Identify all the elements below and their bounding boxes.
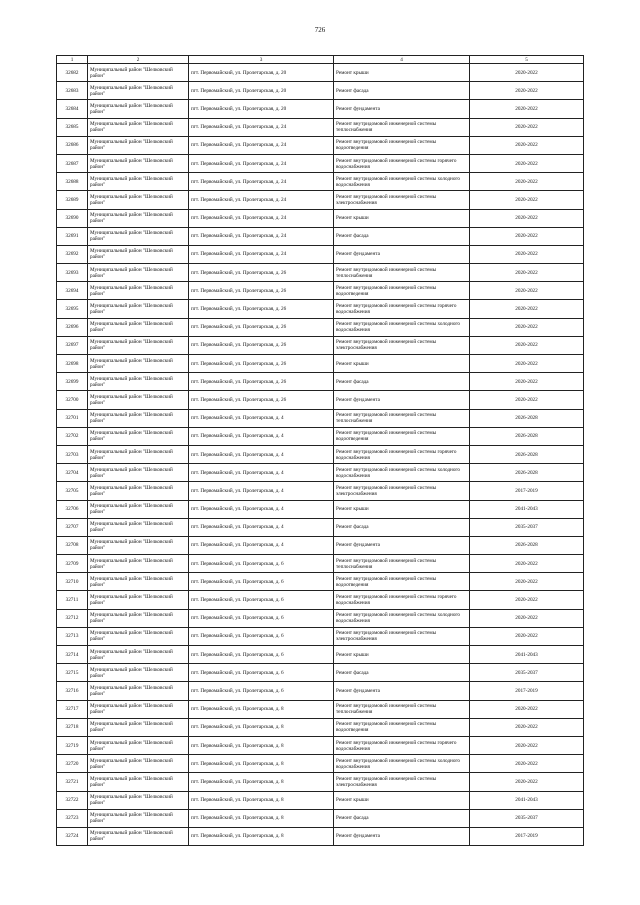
table-row (57, 809, 584, 827)
table-row (57, 391, 584, 409)
work-type-cell: Ремонт внутридомовой инженерной системы горячего водоснабжения (334, 736, 470, 754)
address-cell: пгт. Первомайский, ул. Пролетарская, д. 4 (189, 409, 334, 427)
work-type-cell: Ремонт внутридомовой инженерной системы теплоснабжения (334, 409, 470, 427)
period-cell: 2020-2022 (470, 627, 584, 645)
work-type-cell: Ремонт внутридомовой инженерной системы горячего водоснабжения (334, 300, 470, 318)
period-cell: 2017-2019 (470, 482, 584, 500)
address-cell: пгт. Первомайский, ул. Пролетарская, д. 20 (189, 64, 334, 82)
row-number-cell: 32700 (57, 391, 88, 409)
work-type-cell: Ремонт крыши (334, 355, 470, 373)
address-cell: пгт. Первомайский, ул. Пролетарская, д. 24 (189, 118, 334, 136)
period-cell: 2020-2022 (470, 336, 584, 354)
work-type-cell: Ремонт фасада (334, 518, 470, 536)
table-row (57, 409, 584, 427)
period-cell: 2020-2022 (470, 64, 584, 82)
row-number-cell: 32699 (57, 373, 88, 391)
period-cell: 2026-2028 (470, 445, 584, 463)
municipality-cell: Муниципальный район "Шелковский район" (88, 282, 189, 300)
municipality-cell: Муниципальный район "Шелковский район" (88, 100, 189, 118)
table-header (57, 56, 584, 64)
period-cell: 2020-2022 (470, 191, 584, 209)
row-number-cell: 32686 (57, 136, 88, 154)
row-number-cell: 32704 (57, 464, 88, 482)
address-cell: пгт. Первомайский, ул. Пролетарская, д. 6 (189, 682, 334, 700)
municipality-cell: Муниципальный район "Шелковский район" (88, 518, 189, 536)
row-number-cell: 32723 (57, 809, 88, 827)
address-cell: пгт. Первомайский, ул. Пролетарская, д. 8 (189, 755, 334, 773)
period-cell: 2020-2022 (470, 391, 584, 409)
address-cell: пгт. Первомайский, ул. Пролетарская, д. 26 (189, 336, 334, 354)
row-number-cell: 32691 (57, 227, 88, 245)
address-cell: пгт. Первомайский, ул. Пролетарская, д. 24 (189, 136, 334, 154)
period-cell: 2026-2028 (470, 409, 584, 427)
work-type-cell: Ремонт крыши (334, 791, 470, 809)
work-type-cell: Ремонт фундамента (334, 100, 470, 118)
address-cell: пгт. Первомайский, ул. Пролетарская, д. 8 (189, 791, 334, 809)
municipality-cell: Муниципальный район "Шелковский район" (88, 791, 189, 809)
row-number-cell: 32718 (57, 718, 88, 736)
row-number-cell: 32682 (57, 64, 88, 82)
municipality-cell: Муниципальный район "Шелковский район" (88, 136, 189, 154)
municipality-cell: Муниципальный район "Шелковский район" (88, 809, 189, 827)
period-cell: 2020-2022 (470, 591, 584, 609)
header-row (57, 56, 584, 64)
period-cell: 2020-2022 (470, 264, 584, 282)
table-row (57, 482, 584, 500)
work-type-cell: Ремонт внутридомовой инженерной системы электроснабжения (334, 482, 470, 500)
table-row (57, 591, 584, 609)
table-row (57, 336, 584, 354)
header-col-2: 2 (88, 56, 189, 64)
row-number-cell: 32724 (57, 827, 88, 845)
work-type-cell: Ремонт фундамента (334, 827, 470, 845)
municipality-cell: Муниципальный район "Шелковский район" (88, 82, 189, 100)
address-cell: пгт. Первомайский, ул. Пролетарская, д. 8 (189, 736, 334, 754)
municipality-cell: Муниципальный район "Шелковский район" (88, 336, 189, 354)
address-cell: пгт. Первомайский, ул. Пролетарская, д. 24 (189, 209, 334, 227)
work-type-cell: Ремонт внутридомовой инженерной системы холодного водоснабжения (334, 173, 470, 191)
table-body (57, 64, 584, 846)
address-cell: пгт. Первомайский, ул. Пролетарская, д. 8 (189, 718, 334, 736)
work-type-cell: Ремонт внутридомовой инженерной системы водоотведения (334, 718, 470, 736)
work-type-cell: Ремонт внутридомовой инженерной системы водоотведения (334, 573, 470, 591)
municipality-cell: Муниципальный район "Шелковский район" (88, 736, 189, 754)
row-number-cell: 32722 (57, 791, 88, 809)
row-number-cell: 32721 (57, 773, 88, 791)
work-type-cell: Ремонт фундамента (334, 391, 470, 409)
municipality-cell: Муниципальный район "Шелковский район" (88, 464, 189, 482)
period-cell: 2041-2043 (470, 500, 584, 518)
row-number-cell: 32698 (57, 355, 88, 373)
row-number-cell: 32708 (57, 536, 88, 554)
address-cell: пгт. Первомайский, ул. Пролетарская, д. 8 (189, 827, 334, 845)
period-cell: 2020-2022 (470, 555, 584, 573)
row-number-cell: 32715 (57, 664, 88, 682)
table-row (57, 718, 584, 736)
row-number-cell: 32705 (57, 482, 88, 500)
row-number-cell: 32690 (57, 209, 88, 227)
address-cell: пгт. Первомайский, ул. Пролетарская, д. 24 (189, 154, 334, 172)
work-type-cell: Ремонт фундамента (334, 682, 470, 700)
period-cell: 2041-2043 (470, 646, 584, 664)
period-cell: 2035-2037 (470, 809, 584, 827)
row-number-cell: 32719 (57, 736, 88, 754)
table-row (57, 609, 584, 627)
municipality-cell: Муниципальный район "Шелковский район" (88, 482, 189, 500)
table-row (57, 427, 584, 445)
table-row (57, 300, 584, 318)
municipality-cell: Муниципальный район "Шелковский район" (88, 300, 189, 318)
row-number-cell: 32714 (57, 646, 88, 664)
table-row (57, 118, 584, 136)
address-cell: пгт. Первомайский, ул. Пролетарская, д. 6 (189, 591, 334, 609)
work-type-cell: Ремонт фундамента (334, 245, 470, 263)
address-cell: пгт. Первомайский, ул. Пролетарская, д. 6 (189, 664, 334, 682)
table-row (57, 100, 584, 118)
address-cell: пгт. Первомайский, ул. Пролетарская, д. 6 (189, 646, 334, 664)
period-cell: 2020-2022 (470, 282, 584, 300)
period-cell: 2020-2022 (470, 300, 584, 318)
table-row (57, 64, 584, 82)
work-type-cell: Ремонт крыши (334, 646, 470, 664)
address-cell: пгт. Первомайский, ул. Пролетарская, д. 6 (189, 627, 334, 645)
address-cell: пгт. Первомайский, ул. Пролетарская, д. 26 (189, 300, 334, 318)
table-row (57, 209, 584, 227)
work-type-cell: Ремонт внутридомовой инженерной системы теплоснабжения (334, 264, 470, 282)
row-number-cell: 32688 (57, 173, 88, 191)
municipality-cell: Муниципальный район "Шелковский район" (88, 191, 189, 209)
address-cell: пгт. Первомайский, ул. Пролетарская, д. 4 (189, 464, 334, 482)
row-number-cell: 32696 (57, 318, 88, 336)
row-number-cell: 32687 (57, 154, 88, 172)
header-col-4: 4 (334, 56, 470, 64)
address-cell: пгт. Первомайский, ул. Пролетарская, д. 6 (189, 573, 334, 591)
period-cell: 2026-2028 (470, 464, 584, 482)
period-cell: 2020-2022 (470, 154, 584, 172)
work-type-cell: Ремонт внутридомовой инженерной системы холодного водоснабжения (334, 755, 470, 773)
work-type-cell: Ремонт фасада (334, 227, 470, 245)
municipality-cell: Муниципальный район "Шелковский район" (88, 173, 189, 191)
period-cell: 2020-2022 (470, 700, 584, 718)
address-cell: пгт. Первомайский, ул. Пролетарская, д. 6 (189, 609, 334, 627)
table-row (57, 264, 584, 282)
table-row (57, 154, 584, 172)
row-number-cell: 32685 (57, 118, 88, 136)
period-cell: 2020-2022 (470, 609, 584, 627)
table-row (57, 791, 584, 809)
work-type-cell: Ремонт внутридомовой инженерной системы водоотведения (334, 427, 470, 445)
address-cell: пгт. Первомайский, ул. Пролетарская, д. 4 (189, 518, 334, 536)
municipality-cell: Муниципальный район "Шелковский район" (88, 209, 189, 227)
row-number-cell: 32713 (57, 627, 88, 645)
table-row (57, 736, 584, 754)
row-number-cell: 32689 (57, 191, 88, 209)
municipality-cell: Муниципальный район "Шелковский район" (88, 245, 189, 263)
municipality-cell: Муниципальный район "Шелковский район" (88, 427, 189, 445)
address-cell: пгт. Первомайский, ул. Пролетарская, д. 26 (189, 264, 334, 282)
municipality-cell: Муниципальный район "Шелковский район" (88, 682, 189, 700)
work-type-cell: Ремонт фасада (334, 373, 470, 391)
table-row (57, 173, 584, 191)
work-type-cell: Ремонт внутридомовой инженерной системы теплоснабжения (334, 555, 470, 573)
row-number-cell: 32684 (57, 100, 88, 118)
address-cell: пгт. Первомайский, ул. Пролетарская, д. 6 (189, 555, 334, 573)
period-cell: 2020-2022 (470, 118, 584, 136)
row-number-cell: 32712 (57, 609, 88, 627)
row-number-cell: 32703 (57, 445, 88, 463)
period-cell: 2020-2022 (470, 573, 584, 591)
period-cell: 2020-2022 (470, 355, 584, 373)
table-row (57, 827, 584, 845)
table-row (57, 227, 584, 245)
table-row (57, 136, 584, 154)
period-cell: 2020-2022 (470, 373, 584, 391)
address-cell: пгт. Первомайский, ул. Пролетарская, д. 8 (189, 809, 334, 827)
period-cell: 2020-2022 (470, 82, 584, 100)
row-number-cell: 32697 (57, 336, 88, 354)
table-row (57, 500, 584, 518)
address-cell: пгт. Первомайский, ул. Пролетарская, д. 4 (189, 500, 334, 518)
header-col-3: 3 (189, 56, 334, 64)
municipality-cell: Муниципальный район "Шелковский район" (88, 536, 189, 554)
row-number-cell: 32706 (57, 500, 88, 518)
municipality-cell: Муниципальный район "Шелковский район" (88, 445, 189, 463)
work-type-cell: Ремонт фасада (334, 809, 470, 827)
municipality-cell: Муниципальный район "Шелковский район" (88, 700, 189, 718)
address-cell: пгт. Первомайский, ул. Пролетарская, д. 4 (189, 445, 334, 463)
address-cell: пгт. Первомайский, ул. Пролетарская, д. 26 (189, 373, 334, 391)
work-type-cell: Ремонт внутридомовой инженерной системы холодного водоснабжения (334, 318, 470, 336)
row-number-cell: 32720 (57, 755, 88, 773)
municipality-cell: Муниципальный район "Шелковский район" (88, 391, 189, 409)
municipality-cell: Муниципальный район "Шелковский район" (88, 373, 189, 391)
table-row (57, 536, 584, 554)
period-cell: 2020-2022 (470, 318, 584, 336)
work-type-cell: Ремонт крыши (334, 209, 470, 227)
row-number-cell: 32692 (57, 245, 88, 263)
municipality-cell: Муниципальный район "Шелковский район" (88, 773, 189, 791)
table-row (57, 700, 584, 718)
period-cell: 2026-2028 (470, 427, 584, 445)
row-number-cell: 32702 (57, 427, 88, 445)
period-cell: 2020-2022 (470, 773, 584, 791)
work-type-cell: Ремонт внутридомовой инженерной системы холодного водоснабжения (334, 609, 470, 627)
header-col-1: 1 (57, 56, 88, 64)
period-cell: 2020-2022 (470, 209, 584, 227)
work-type-cell: Ремонт фундамента (334, 536, 470, 554)
work-type-cell: Ремонт крыши (334, 500, 470, 518)
period-cell: 2020-2022 (470, 136, 584, 154)
work-type-cell: Ремонт крыши (334, 64, 470, 82)
work-type-cell: Ремонт внутридомовой инженерной системы горячего водоснабжения (334, 591, 470, 609)
table-row (57, 627, 584, 645)
address-cell: пгт. Первомайский, ул. Пролетарская, д. 20 (189, 82, 334, 100)
municipality-cell: Муниципальный район "Шелковский район" (88, 827, 189, 845)
table-row (57, 664, 584, 682)
table-row (57, 318, 584, 336)
header-col-5: 5 (470, 56, 584, 64)
work-type-cell: Ремонт внутридомовой инженерной системы водоотведения (334, 136, 470, 154)
period-cell: 2017-2019 (470, 827, 584, 845)
address-cell: пгт. Первомайский, ул. Пролетарская, д. 4 (189, 482, 334, 500)
work-type-cell: Ремонт внутридомовой инженерной системы холодного водоснабжения (334, 464, 470, 482)
municipality-cell: Муниципальный район "Шелковский район" (88, 154, 189, 172)
municipality-cell: Муниципальный район "Шелковский район" (88, 755, 189, 773)
period-cell: 2020-2022 (470, 173, 584, 191)
row-number-cell: 32695 (57, 300, 88, 318)
row-number-cell: 32701 (57, 409, 88, 427)
program-table (56, 55, 584, 846)
municipality-cell: Муниципальный район "Шелковский район" (88, 118, 189, 136)
period-cell: 2020-2022 (470, 100, 584, 118)
table-row (57, 573, 584, 591)
row-number-cell: 32711 (57, 591, 88, 609)
address-cell: пгт. Первомайский, ул. Пролетарская, д. 8 (189, 700, 334, 718)
period-cell: 2026-2028 (470, 536, 584, 554)
table-row (57, 445, 584, 463)
work-type-cell: Ремонт внутридомовой инженерной системы электроснабжения (334, 191, 470, 209)
municipality-cell: Муниципальный район "Шелковский район" (88, 500, 189, 518)
table-row (57, 464, 584, 482)
municipality-cell: Муниципальный район "Шелковский район" (88, 609, 189, 627)
municipality-cell: Муниципальный район "Шелковский район" (88, 664, 189, 682)
table-row (57, 755, 584, 773)
table-row (57, 355, 584, 373)
address-cell: пгт. Первомайский, ул. Пролетарская, д. 26 (189, 282, 334, 300)
table-row (57, 773, 584, 791)
period-cell: 2020-2022 (470, 736, 584, 754)
address-cell: пгт. Первомайский, ул. Пролетарская, д. 26 (189, 355, 334, 373)
table-row (57, 245, 584, 263)
period-cell: 2020-2022 (470, 718, 584, 736)
address-cell: пгт. Первомайский, ул. Пролетарская, д. 24 (189, 227, 334, 245)
address-cell: пгт. Первомайский, ул. Пролетарская, д. 20 (189, 100, 334, 118)
row-number-cell: 32694 (57, 282, 88, 300)
table-row (57, 282, 584, 300)
municipality-cell: Муниципальный район "Шелковский район" (88, 627, 189, 645)
address-cell: пгт. Первомайский, ул. Пролетарская, д. 24 (189, 191, 334, 209)
row-number-cell: 32683 (57, 82, 88, 100)
period-cell: 2035-2037 (470, 518, 584, 536)
address-cell: пгт. Первомайский, ул. Пролетарская, д. 4 (189, 536, 334, 554)
table-row (57, 518, 584, 536)
work-type-cell: Ремонт внутридомовой инженерной системы электроснабжения (334, 773, 470, 791)
address-cell: пгт. Первомайский, ул. Пролетарская, д. 26 (189, 318, 334, 336)
municipality-cell: Муниципальный район "Шелковский район" (88, 591, 189, 609)
work-type-cell: Ремонт внутридомовой инженерной системы электроснабжения (334, 627, 470, 645)
period-cell: 2020-2022 (470, 227, 584, 245)
address-cell: пгт. Первомайский, ул. Пролетарская, д. 4 (189, 427, 334, 445)
work-type-cell: Ремонт внутридомовой инженерной системы горячего водоснабжения (334, 445, 470, 463)
municipality-cell: Муниципальный район "Шелковский район" (88, 264, 189, 282)
address-cell: пгт. Первомайский, ул. Пролетарская, д. 8 (189, 773, 334, 791)
municipality-cell: Муниципальный район "Шелковский район" (88, 64, 189, 82)
work-type-cell: Ремонт внутридомовой инженерной системы горячего водоснабжения (334, 154, 470, 172)
period-cell: 2020-2022 (470, 245, 584, 263)
row-number-cell: 32709 (57, 555, 88, 573)
municipality-cell: Муниципальный район "Шелковский район" (88, 718, 189, 736)
municipality-cell: Муниципальный район "Шелковский район" (88, 355, 189, 373)
table-row (57, 555, 584, 573)
work-type-cell: Ремонт фасада (334, 82, 470, 100)
work-type-cell: Ремонт фасада (334, 664, 470, 682)
municipality-cell: Муниципальный район "Шелковский район" (88, 573, 189, 591)
row-number-cell: 32710 (57, 573, 88, 591)
municipality-cell: Муниципальный район "Шелковский район" (88, 227, 189, 245)
period-cell: 2017-2019 (470, 682, 584, 700)
page-number: 726 (314, 26, 326, 34)
period-cell: 2020-2022 (470, 755, 584, 773)
row-number-cell: 32693 (57, 264, 88, 282)
table-row (57, 682, 584, 700)
municipality-cell: Муниципальный район "Шелковский район" (88, 555, 189, 573)
address-cell: пгт. Первомайский, ул. Пролетарская, д. 24 (189, 173, 334, 191)
work-type-cell: Ремонт внутридомовой инженерной системы теплоснабжения (334, 118, 470, 136)
municipality-cell: Муниципальный район "Шелковский район" (88, 409, 189, 427)
table-row (57, 373, 584, 391)
table-row (57, 646, 584, 664)
table-row (57, 82, 584, 100)
municipality-cell: Муниципальный район "Шелковский район" (88, 318, 189, 336)
row-number-cell: 32707 (57, 518, 88, 536)
period-cell: 2035-2037 (470, 664, 584, 682)
address-cell: пгт. Первомайский, ул. Пролетарская, д. 24 (189, 245, 334, 263)
work-type-cell: Ремонт внутридомовой инженерной системы водоотведения (334, 282, 470, 300)
row-number-cell: 32716 (57, 682, 88, 700)
table-row (57, 191, 584, 209)
row-number-cell: 32717 (57, 700, 88, 718)
municipality-cell: Муниципальный район "Шелковский район" (88, 646, 189, 664)
period-cell: 2041-2043 (470, 791, 584, 809)
address-cell: пгт. Первомайский, ул. Пролетарская, д. 26 (189, 391, 334, 409)
work-type-cell: Ремонт внутридомовой инженерной системы электроснабжения (334, 336, 470, 354)
work-type-cell: Ремонт внутридомовой инженерной системы теплоснабжения (334, 700, 470, 718)
